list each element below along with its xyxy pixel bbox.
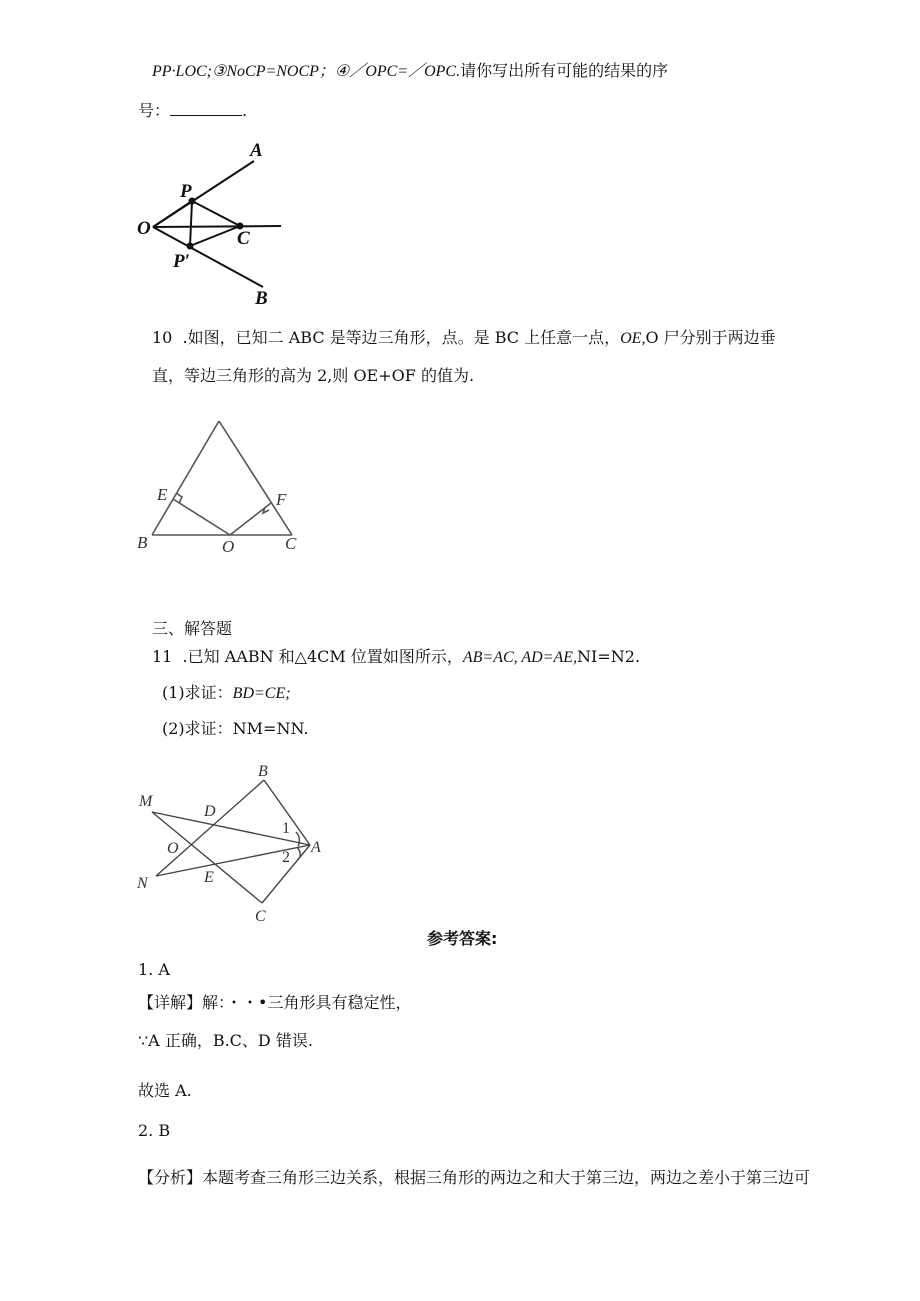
side-ac	[219, 421, 292, 535]
label-p-prime: P′	[173, 251, 190, 272]
figure-equilateral	[152, 421, 292, 535]
q9-formula: PP·LOC;③NoCP=NOCP；④／OPC=／OPC.	[152, 63, 461, 80]
q10-line2: 直，等边三角形的高为 2,则 OE+OF 的值为.	[152, 366, 475, 385]
label-o: O	[222, 537, 235, 556]
detail-tag: 【详解】	[138, 993, 203, 1012]
angle-2-arc	[297, 847, 300, 857]
angle-1-arc	[296, 832, 299, 846]
segment-p-prime-c	[190, 226, 240, 246]
label-d: D	[204, 803, 216, 820]
q10-text-c: O 尸分别于两边垂	[645, 328, 776, 347]
analysis-text: 本题考查三角形三边关系，根据三角形的两边之和大于第三边，两边之差小于第三边可	[202, 1168, 811, 1187]
q11-text-c: NI=N2.	[577, 647, 641, 666]
label-b: B	[255, 288, 268, 309]
answers-title: 参考答案:	[427, 929, 498, 948]
label-c: C	[237, 228, 250, 249]
point-p-prime	[187, 243, 194, 250]
label-e: E	[204, 869, 214, 886]
q11-sub1-label: (1)求证：	[162, 683, 233, 702]
q11-sub2: (2)求证：NM=NN.	[162, 719, 309, 738]
label-m: M	[139, 793, 153, 810]
q10-line1	[152, 328, 776, 349]
label-c: C	[285, 534, 297, 553]
q11-text-a: .已知 AABN 和△4CM 位置如图所示，	[182, 647, 463, 666]
answer-1-line2: ∵A 正确，B.C、D 错误.	[138, 1031, 313, 1050]
ray-oc	[153, 226, 281, 227]
segment-oe	[173, 499, 230, 535]
label-b: B	[137, 533, 148, 552]
answer-2-analysis	[138, 1168, 810, 1188]
q10-text-a: .如图，已知二 ABC 是等边三角形，点。是 BC 上任意一点，	[182, 328, 621, 347]
answer-2: 2. B	[138, 1121, 171, 1140]
q11-sub1-formula: BD=CE;	[232, 685, 291, 702]
segment-pp-prime	[190, 201, 192, 246]
label-n: N	[137, 875, 148, 892]
segment-op	[153, 201, 192, 227]
label-angle-2: 2	[282, 849, 290, 866]
section-title: 三、解答题	[152, 619, 233, 638]
analysis-tag: 【分析】	[138, 1168, 203, 1187]
label-p: P	[180, 181, 192, 202]
label-c: C	[255, 908, 266, 925]
label-o: O	[137, 218, 151, 239]
label-f: F	[276, 490, 287, 509]
q9-period: .	[242, 101, 248, 120]
label-angle-1: 1	[282, 820, 290, 837]
q11-formula: AB=AC, AD=AE,	[462, 649, 578, 666]
label-a: A	[311, 839, 321, 856]
q10-number: 10	[152, 328, 173, 347]
side-ab	[152, 421, 219, 535]
q11-sub1	[162, 683, 291, 704]
label-o: O	[167, 840, 179, 857]
q9-answer-label: 号：	[138, 101, 171, 120]
label-b: B	[258, 763, 268, 780]
answer-1: 1. A	[138, 960, 170, 979]
label-a: A	[250, 140, 263, 161]
q10-formula: OE,	[620, 330, 646, 347]
q9-text: 请你写出所有可能的结果的序	[460, 61, 669, 80]
label-e: E	[157, 485, 168, 504]
segment-pc	[192, 201, 240, 226]
answer-1-line3: 故选 A.	[138, 1081, 192, 1100]
answer-1-detail	[138, 993, 411, 1013]
q11-number: 11	[152, 647, 173, 666]
detail-text: 解：・・•三角形具有稳定性，	[202, 993, 412, 1012]
q11-line1	[152, 647, 640, 668]
